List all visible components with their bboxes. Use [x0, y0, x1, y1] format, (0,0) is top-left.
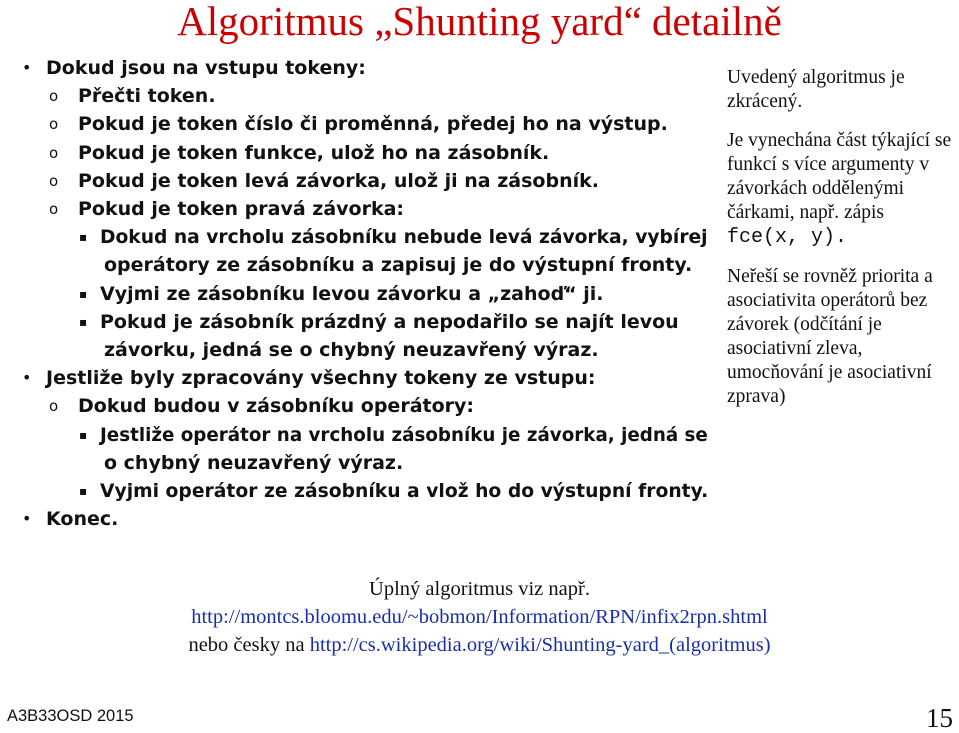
side-notes: [727, 66, 955, 424]
link-wikipedia[interactable]: http://cs.wikipedia.org/wiki/Shunting-yard_(algoritmus): [309, 634, 771, 656]
algorithm-step: Dokud na vrcholu zásobníku nebude levá závorka, vybírej: [100, 226, 708, 248]
page-number: 15: [926, 703, 953, 733]
bullet-marker: •: [22, 509, 32, 528]
note-omitted-functions: [727, 129, 955, 250]
algorithm-step: Jestliže byly zpracovány všechny tokeny ze vstupu:: [46, 367, 596, 389]
algorithm-step: Jestliže operátor na vrcholu zásobníku je závorka, jedná se: [100, 424, 708, 446]
algorithm-step: Dokud budou v zásobníku operátory:: [78, 395, 475, 417]
slide-title: Algoritmus „Shunting yard“ detailně: [177, 0, 782, 44]
bullet-marker: o: [49, 200, 59, 218]
bullet-marker: ▪: [79, 484, 88, 498]
bullet-marker: o: [49, 115, 59, 133]
algorithm-list: [0, 56, 712, 540]
algorithm-step: Pokud je zásobník prázdný a nepodařilo se najít levou: [100, 311, 679, 333]
algorithm-step: Pokud je token pravá závorka:: [78, 198, 405, 220]
note-shortened: Uvedený algoritmus je zkrácený.: [727, 67, 905, 112]
algorithm-step: Pokud je token funkce, ulož ho na zásobník.: [78, 142, 550, 164]
algorithm-step: o chybný neuzavřený výraz.: [104, 452, 404, 474]
bullet-marker: •: [22, 58, 32, 77]
footer-czech-prefix: nebo česky na: [188, 634, 305, 656]
algorithm-step: Konec.: [46, 508, 119, 530]
note-priority: Neřeší se rovněž priorita a asociativita operátorů bez závorek (odčítání je asociativní zleva, umocňování je asociativní zprava): [727, 266, 933, 407]
algorithm-step: Pokud je token číslo či proměnná, předej ho na výstup.: [78, 113, 668, 135]
note-omitted-text: Je vynechána část týkající se funkcí s více argumenty v závorkách oddělenými čárkami, např. zápis: [727, 130, 952, 223]
bullet-marker: o: [49, 397, 59, 415]
note-code-example: fce(x, y).: [727, 226, 848, 249]
algorithm-step: operátory ze zásobníku a zapisuj je do výstupní fronty.: [104, 254, 693, 276]
bullet-marker: •: [22, 368, 32, 387]
bullet-marker: ▪: [79, 428, 88, 442]
algorithm-step: Dokud jsou na vstupu tokeny:: [46, 57, 366, 79]
algorithm-step: závorku, jedná se o chybný neuzavřený výraz.: [104, 339, 599, 361]
algorithm-step: Vyjmi ze zásobníku levou závorku a „zahoď“ ji.: [100, 283, 604, 305]
algorithm-step: Vyjmi operátor ze zásobníku a vlož ho do výstupní fronty.: [100, 480, 709, 502]
bullet-marker: ▪: [79, 315, 88, 329]
footer-references: [0, 575, 959, 659]
bullet-marker: o: [49, 172, 59, 190]
bullet-marker: ▪: [79, 287, 88, 301]
footer-intro: Úplný algoritmus viz např.: [369, 578, 590, 600]
course-code: A3B33OSD 2015: [7, 707, 134, 725]
bullet-marker: ▪: [79, 230, 88, 244]
algorithm-step: Pokud je token levá závorka, ulož ji na zásobník.: [78, 170, 599, 192]
bullet-marker: o: [49, 87, 59, 105]
bullet-marker: o: [49, 144, 59, 162]
algorithm-step: Přečti token.: [78, 85, 216, 107]
link-montcs[interactable]: http://montcs.bloomu.edu/~bobmon/Information/RPN/infix2rpn.shtml: [191, 606, 768, 628]
